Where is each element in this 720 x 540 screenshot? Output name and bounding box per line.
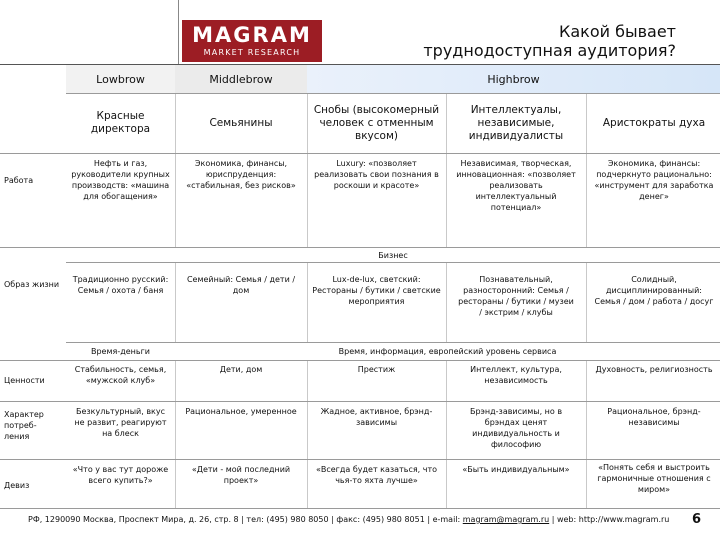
row-label-lifestyle: Образ жизни <box>4 280 60 289</box>
column-divider <box>175 360 176 508</box>
column-middlebrow: Middlebrow <box>209 72 273 86</box>
segment-intellectuals: Интеллектуалы, независимые, индивидуалисты <box>468 103 564 142</box>
character-intellectuals: Брэнд-зависимы, но в брэндах ценят индивидуальность и философию <box>469 407 563 449</box>
footer-address: РФ, 1290090 Москва, Проспект Мира, д. 26, стр. 8 | тел: (495) 980 8050 | факс: (495) 980 8051 | e-mail: <box>28 515 463 524</box>
motto-snobs: «Всегда будет казаться, что чья-то яхта лучше» <box>315 465 438 485</box>
row-divider <box>66 93 720 94</box>
slide-title-line-1: Какой бывает <box>559 22 676 41</box>
row-divider <box>0 508 720 509</box>
column-divider <box>446 262 447 342</box>
column-divider <box>175 262 176 342</box>
lifestyle-intellectuals: Познавательный, разносторонний: Семья / рестораны / бутики / музеи / экстрим / клубы <box>458 275 574 317</box>
motto-family-men: «Дети - мой последний проект» <box>191 465 291 485</box>
values-snobs: Престиж <box>357 365 396 374</box>
column-divider <box>446 360 447 508</box>
column-divider <box>586 360 587 508</box>
row-divider <box>0 459 720 460</box>
row-divider <box>66 262 720 263</box>
column-divider <box>307 93 308 247</box>
footer-email-link[interactable]: magram@magram.ru <box>462 515 550 524</box>
lifestyle-summary-others: Время, информация, европейский уровень сервиса <box>338 347 557 356</box>
work-red-directors: Нефть и газ, руководители крупных производств: «машина для обогащения» <box>71 159 170 201</box>
row-divider <box>0 360 720 361</box>
column-lowbrow: Lowbrow <box>96 72 145 86</box>
column-divider <box>307 360 308 508</box>
business-label: Бизнес <box>378 250 408 260</box>
lifestyle-snobs: Lux-de-lux, светский: Рестораны / бутики / светские мероприятия <box>312 275 441 306</box>
work-family-men: Экономика, финансы, юриспруденция: «стабильная, без рисков» <box>186 159 296 190</box>
column-divider <box>307 262 308 342</box>
row-label-values: Ценности <box>4 376 45 385</box>
character-family-men: Рациональное, умеренное <box>185 407 297 416</box>
column-divider <box>586 262 587 342</box>
column-highbrow: Highbrow <box>487 72 540 86</box>
row-label-motto: Девиз <box>4 481 30 490</box>
character-spiritual-aristocrats: Рациональное, брэнд-независимы <box>607 407 701 427</box>
work-intellectuals: Независимая, творческая, инновационная: «позволяет реализовать интеллектуальный потенциал» <box>456 159 576 212</box>
lifestyle-summary-lowbrow: Время-деньги <box>90 347 151 356</box>
segment-red-directors: Красные директора <box>90 110 151 135</box>
footer-web: | web: http://www.magram.ru <box>549 515 670 524</box>
logo-name: MAGRAM <box>192 23 312 47</box>
magram-logo <box>182 20 322 62</box>
row-label-work: Работа <box>4 176 34 185</box>
slide-title-line-2: труднодоступная аудитория? <box>423 41 676 60</box>
logo-divider <box>178 0 179 66</box>
lifestyle-spiritual-aristocrats: Солидный, дисциплинированный: Семья / дом / работа / досуг <box>594 275 714 306</box>
footer-contacts <box>28 515 669 524</box>
row-label-character: Характер потреб-ления <box>4 410 44 441</box>
character-snobs: Жадное, активное, брэнд-зависимы <box>320 407 433 427</box>
values-intellectuals: Интеллект, культура, независимость <box>470 365 562 385</box>
slide-title <box>423 22 676 60</box>
segment-spiritual-aristocrats: Аристократы духа <box>602 116 706 129</box>
row-divider <box>0 401 720 402</box>
work-snobs: Luxury: «позволяет реализовать свои познания в роскоши и красоте» <box>314 159 439 190</box>
motto-spiritual-aristocrats: «Понять себя и выстроить гармоничные отношения с миром» <box>597 463 711 494</box>
page-number: 6 <box>692 512 702 527</box>
lifestyle-family-men: Семейный: Семья / дети / дом <box>186 275 296 295</box>
column-divider <box>446 93 447 247</box>
logo-subtitle: MARKET RESEARCH <box>203 48 301 57</box>
motto-intellectuals: «Быть индивидуальным» <box>462 465 570 474</box>
lifestyle-red-directors: Традиционно русский: Семья / охота / баня <box>72 275 169 295</box>
values-spiritual-aristocrats: Духовность, религиозность <box>595 365 713 374</box>
segment-family-men: Семьянины <box>209 116 273 129</box>
values-family-men: Дети, дом <box>219 365 263 374</box>
column-divider <box>586 93 587 247</box>
segment-snobs: Снобы (высокомерный человек с отменным вкусом) <box>313 103 440 142</box>
row-divider <box>0 153 720 154</box>
work-spiritual-aristocrats: Экономика, финансы: подчеркнуто рационально: «инструмент для заработка денег» <box>594 159 714 201</box>
character-red-directors: Безкультурный, вкус не развит, реагируют на блеск <box>74 407 167 438</box>
values-red-directors: Стабильность, семья, «мужской клуб» <box>74 365 167 385</box>
motto-red-directors: «Что у вас тут дороже всего купить?» <box>72 465 169 485</box>
